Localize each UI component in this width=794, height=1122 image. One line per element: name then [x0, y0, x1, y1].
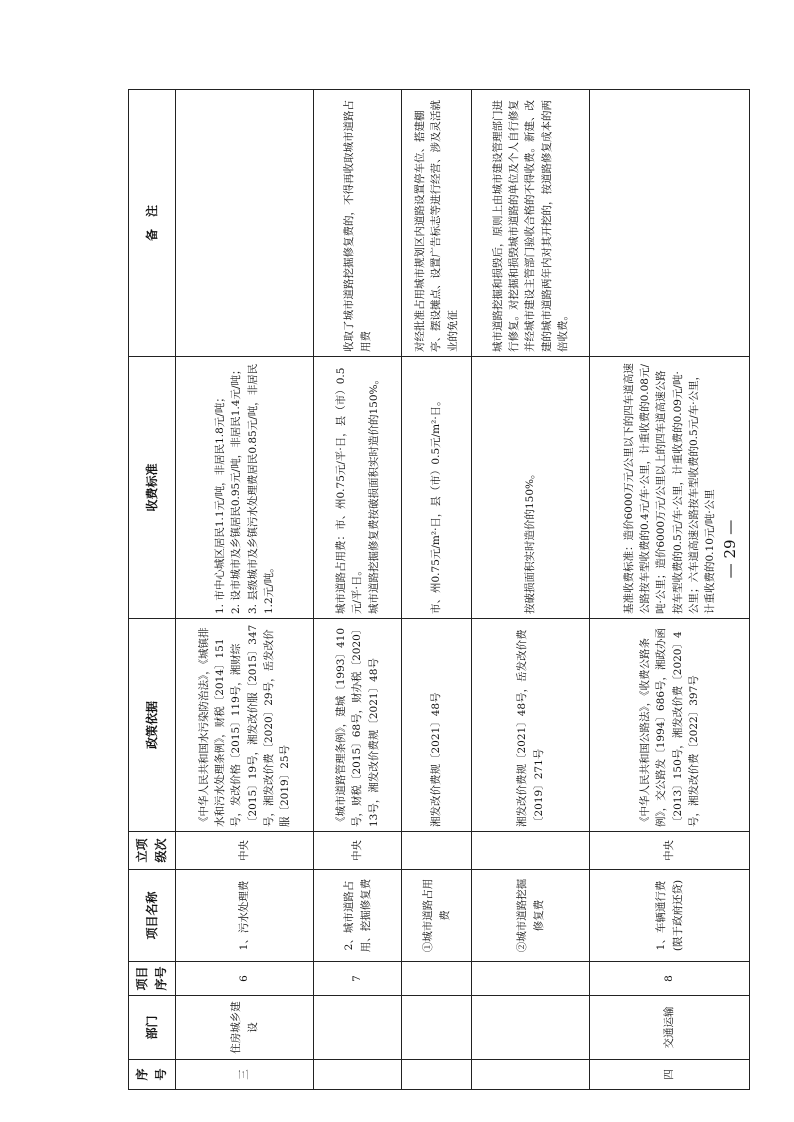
cell-remark [590, 90, 750, 357]
cell-dept [402, 996, 472, 1060]
cell-seq [314, 1060, 402, 1090]
fee-table [128, 89, 750, 1090]
cell-standard: 按破损面积实时造价的150%。 [472, 357, 590, 619]
cell-standard: 1. 市中心城区居民1.1元/吨，非居民1.8元/吨； 2. 设市城市及乡镇居民0.95元/吨，非居民1.4元/吨； 3. 县级城市及乡镇污水处理费居民0.85元/吨，非居民1.2元/吨。 [176, 357, 314, 619]
cell-level: 中央 [590, 832, 750, 870]
cell-seq [472, 1060, 590, 1090]
cell-seq: 三 [176, 1060, 314, 1090]
cell-item-no [402, 962, 472, 996]
header-item-no: 项目序号 [129, 962, 176, 996]
cell-dept: 住房城乡建设 [176, 996, 314, 1060]
cell-basis: 湘发改价费规〔2021〕48号，岳发改价费〔2019〕271号 [472, 619, 590, 832]
cell-basis: 《中华人民共和国水污染防治法》，《城镇排水和污水处理条例》，财税〔2014〕151号，发改价格〔2015〕119号，湘财综〔2015〕19号，湘发改价服〔2015〕347号，湘发改价费〔2020〕29号，岳发改价服〔2019〕25号 [176, 619, 314, 832]
cell-item-no: 7 [314, 962, 402, 996]
table-row [590, 90, 750, 1090]
cell-item-no: 8 [590, 962, 750, 996]
cell-remark: 城市道路挖掘和损毁后，原则上由城市建设管理部门进行修复。对挖掘和损毁城市道路的单位及个人自行修复并经城市建设主管部门验收合格的不得收费。新建、改建的城市道路两年内对其开挖的，按道路修复成本的两倍收费。 [472, 90, 590, 357]
cell-seq [402, 1060, 472, 1090]
header-basis: 政策依据 [129, 619, 176, 832]
cell-level [472, 832, 590, 870]
cell-basis: 《中华人民共和国公路法》，《收费公路条例》，交公路发〔1994〕686号，湘政办函〔2013〕150号，湘发改价费〔2020〕4号，湘发改价费〔2022〕397号 [590, 619, 750, 832]
table-row [176, 90, 314, 1090]
cell-basis: 湘发改价费规〔2021〕48号 [402, 619, 472, 832]
cell-remark: 收取了城市道路挖掘修复费的，不得再收取城市道路占用费 [314, 90, 402, 357]
page-number: — 29 — [721, 519, 739, 579]
cell-dept [314, 996, 402, 1060]
cell-remark: 对经批准占用城市规划区内道路设置停车位、搭建棚亭、摆设摊点、设置广告标志等进行经营、涉及灵活就业的免征 [402, 90, 472, 357]
table-row [314, 90, 402, 1090]
cell-item-name: 1、车辆通行费(限于政府还贷) [590, 870, 750, 962]
cell-dept [472, 996, 590, 1060]
table-row [402, 90, 472, 1090]
header-standard: 收费标准 [129, 357, 176, 619]
cell-standard: 基准收费标准：造价6000万元/公里以下的四车道高速公路按车型收费的0.4元/车·公里，计重收费的0.08元/吨·公里；造价6000万元/公里以上的四车道高速公路按车型收费的0.5元/车·公里，计重收费的0.09元/吨·公里；六车道高速公路按车型收费的0.5元/车·公里，计重收费的0.10元/吨·公里 [590, 357, 750, 619]
cell-item-name: ①城市道路占用费 [402, 870, 472, 962]
cell-basis: 《城市道路管理条例》，建城〔1993〕410号，财税〔2015〕68号，财办税〔2020〕13号，湘发改价费规〔2021〕48号 [314, 619, 402, 832]
cell-seq: 四 [590, 1060, 750, 1090]
cell-level [402, 832, 472, 870]
cell-remark [176, 90, 314, 357]
cell-standard: 市、州0.75元/m²·日，县（市）0.5元/m²·日。 [402, 357, 472, 619]
cell-item-name: 2、城市道路占用、挖掘修复费 [314, 870, 402, 962]
header-remark: 备 注 [129, 90, 176, 357]
cell-item-no [472, 962, 590, 996]
cell-item-name: ②城市道路挖掘修复费 [472, 870, 590, 962]
cell-dept: 交通运输 [590, 996, 750, 1060]
cell-item-name: 1、污水处理费 [176, 870, 314, 962]
header-row [129, 90, 176, 1090]
header-level: 立项级次 [129, 832, 176, 870]
header-dept: 部门 [129, 996, 176, 1060]
cell-level: 中央 [176, 832, 314, 870]
header-seq: 序号 [129, 1060, 176, 1090]
table-row [472, 90, 590, 1090]
rotated-page [128, 90, 742, 1090]
header-item-name: 项目名称 [129, 870, 176, 962]
cell-level: 中央 [314, 832, 402, 870]
cell-item-no: 6 [176, 962, 314, 996]
cell-standard: 城市道路占用费：市、州0.75元/平·日，县（市）0.5元/平·日。 城市道路挖掘修复费按破损面积实时造价的150%。 [314, 357, 402, 619]
